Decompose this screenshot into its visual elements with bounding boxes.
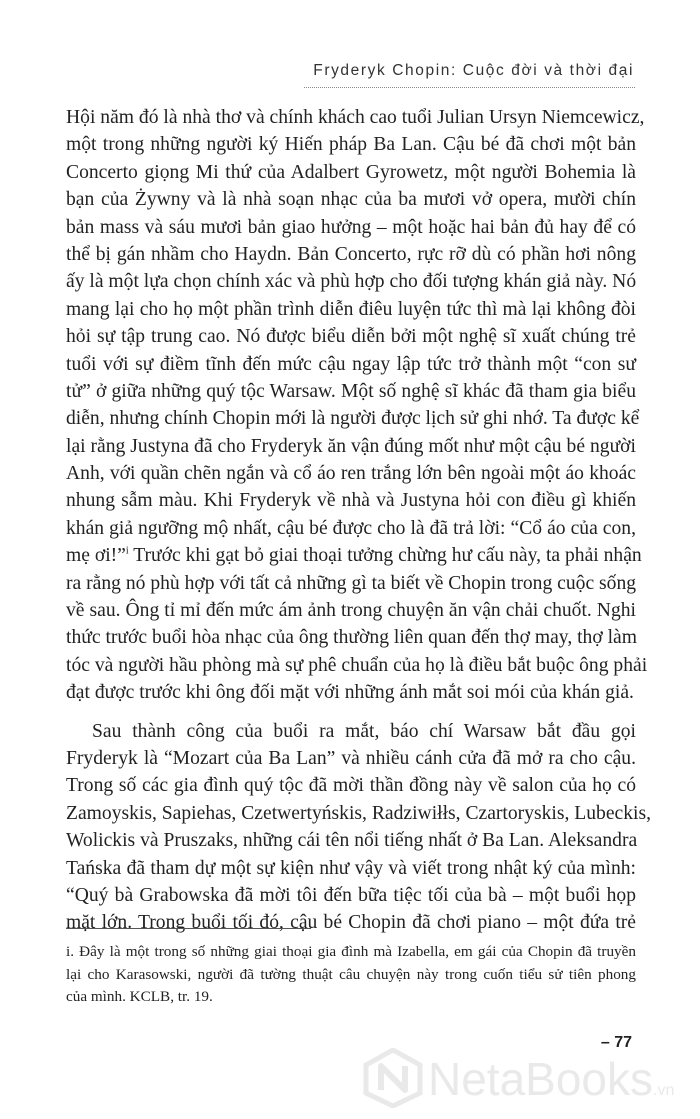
text-segment: mẹ ơi!” — [66, 545, 126, 567]
text-line: tuổi với sự điềm tĩnh đến mức cậu ngay lập tức trở thành một “con sư — [66, 353, 636, 375]
text-segment: Trước khi gạt bỏ giai thoại tưởng chừng hư cấu này, ta phải nhận — [133, 545, 642, 567]
text-line: khán giả ngưỡng mộ nhất, cậu bé được cho là đã trả lời: “Cổ áo của con, — [66, 517, 636, 539]
paragraph-2 — [66, 718, 651, 937]
text-line: hỏi sự tập trung cao. Nó được biểu diễn bởi một nghệ sĩ xuất chúng trẻ — [66, 326, 636, 348]
text-line: đạt được trước khi ông đối mặt với những ánh mắt soi mói của khán giả. — [66, 682, 634, 704]
text-line: lại rằng Justyna đã cho Fryderyk ăn vận đúng mốt như một cậu bé người — [66, 435, 636, 457]
netabooks-n-logo-icon — [362, 1048, 424, 1108]
text-line: Anh, với quần chẽn ngắn và cổ áo ren trắng lớn bên ngoài một áo khoác — [66, 463, 636, 485]
text-line: bản mass và sáu mươi bản giao hưởng – một hoặc hai bản đủ hay để có — [66, 216, 636, 238]
text-line: Tańska đã tham dự một sự kiện như vậy và viết trong nhật ký của mình: — [66, 857, 636, 879]
footnote — [66, 941, 636, 1009]
running-header: Fryderyk Chopin: Cuộc đời và thời đại — [313, 62, 634, 79]
text-line: diễn, nhưng chính Chopin mới là người được lịch sử ghi nhớ. Ta được kể — [66, 408, 640, 430]
page-number: – 77 — [600, 1034, 632, 1051]
text-line: mang lại cho họ một phần trình diễn điêu luyện tức thì mà lại không đòi — [66, 298, 636, 320]
text-line: mặt lớn. Trong buổi tối đó, cậu bé Chopin đã chơi piano – một đứa trẻ — [66, 912, 636, 934]
footnote-line: lại cho Karasowski, người đã tường thuật câu chuyện này trong cuốn tiểu sử tiên phong — [66, 965, 636, 983]
watermark — [362, 1048, 692, 1108]
text-line: Zamoyskis, Sapiehas, Czetwertyńskis, Radziwiłłs, Czartoryskis, Lubeckis, — [66, 802, 651, 824]
text-line: tử” ở giữa những quý tộc Warsaw. Một số nghệ sĩ khác đã tham gia biểu — [66, 380, 636, 402]
text-line: bạn của Żywny và là nhà soạn nhạc của ba mươi vở opera, mười chín — [66, 189, 636, 211]
watermark-text — [428, 1054, 674, 1116]
footnote-line: i. Đây là một trong số những giai thoại gia đình mà Izabella, em gái của Chopin đã truyền — [66, 943, 636, 960]
text-line: thể bị gán nhầm cho Haydn. Bản Concerto, rực rỡ dù có phần hơi nông — [66, 243, 636, 265]
watermark-brand: NetaBooks — [428, 1053, 654, 1105]
text-line: Concerto giọng Mi thứ của Adalbert Gyrowetz, một người Bohemia là — [66, 161, 636, 183]
body-text — [66, 104, 651, 937]
footnote-line: của mình. KCLB, tr. 19. — [66, 988, 213, 1005]
text-line: Fryderyk là “Mozart của Ba Lan” và nhiều cánh cửa đã mở ra cho cậu. — [66, 747, 636, 769]
watermark-tld: .vn — [653, 1082, 675, 1099]
text-line: ấy là một lựa chọn chính xác và phù hợp cho đối tượng khán giả này. Nó — [66, 271, 637, 293]
text-line: Trong số các gia đình quý tộc đã mời thần đồng này về salon của họ có — [66, 775, 636, 797]
footnote-marker[interactable]: i — [125, 545, 129, 557]
text-line: ra rằng nó phù hợp với tất cả những gì ta biết về Chopin trong cuộc sống — [66, 572, 637, 594]
text-line: Sau thành công của buổi ra mắt, báo chí Warsaw bắt đầu gọi — [92, 720, 636, 742]
text-line: một trong những người ký Hiến pháp Ba Lan. Cậu bé đã chơi một bản — [66, 134, 636, 156]
text-line: tóc và người hầu phòng mà sự phê chuẩn của họ là điều bắt buộc ông phải — [66, 654, 648, 676]
paragraph-gap — [66, 707, 636, 718]
header-rule — [304, 87, 635, 88]
text-line: Wolickis và Pruszaks, những cái tên nổi tiếng nhất ở Ba Lan. Aleksandra — [66, 830, 638, 852]
paragraph-1 — [66, 104, 648, 707]
text-line: nhung sẫm màu. Khi Fryderyk về nhà và Justyna hỏi con điều gì khiến — [66, 490, 636, 512]
text-line: Hội năm đó là nhà thơ và chính khách cao tuổi Julian Ursyn Niemcewicz, — [66, 107, 645, 128]
text-line-with-footnote — [66, 542, 642, 569]
text-line: thức trước buổi hòa nhạc của ông thường liên quan đến thợ may, thợ làm — [66, 627, 637, 649]
footnote-rule — [66, 928, 311, 929]
text-line: “Quý bà Grabowska đã mời tôi đến bữa tiệc tối của bà – một buổi họp — [66, 884, 636, 906]
text-line: về sau. Ông tỉ mỉ đến mức ám ảnh trong chuyện ăn vận chải chuốt. Nghi — [66, 600, 636, 622]
